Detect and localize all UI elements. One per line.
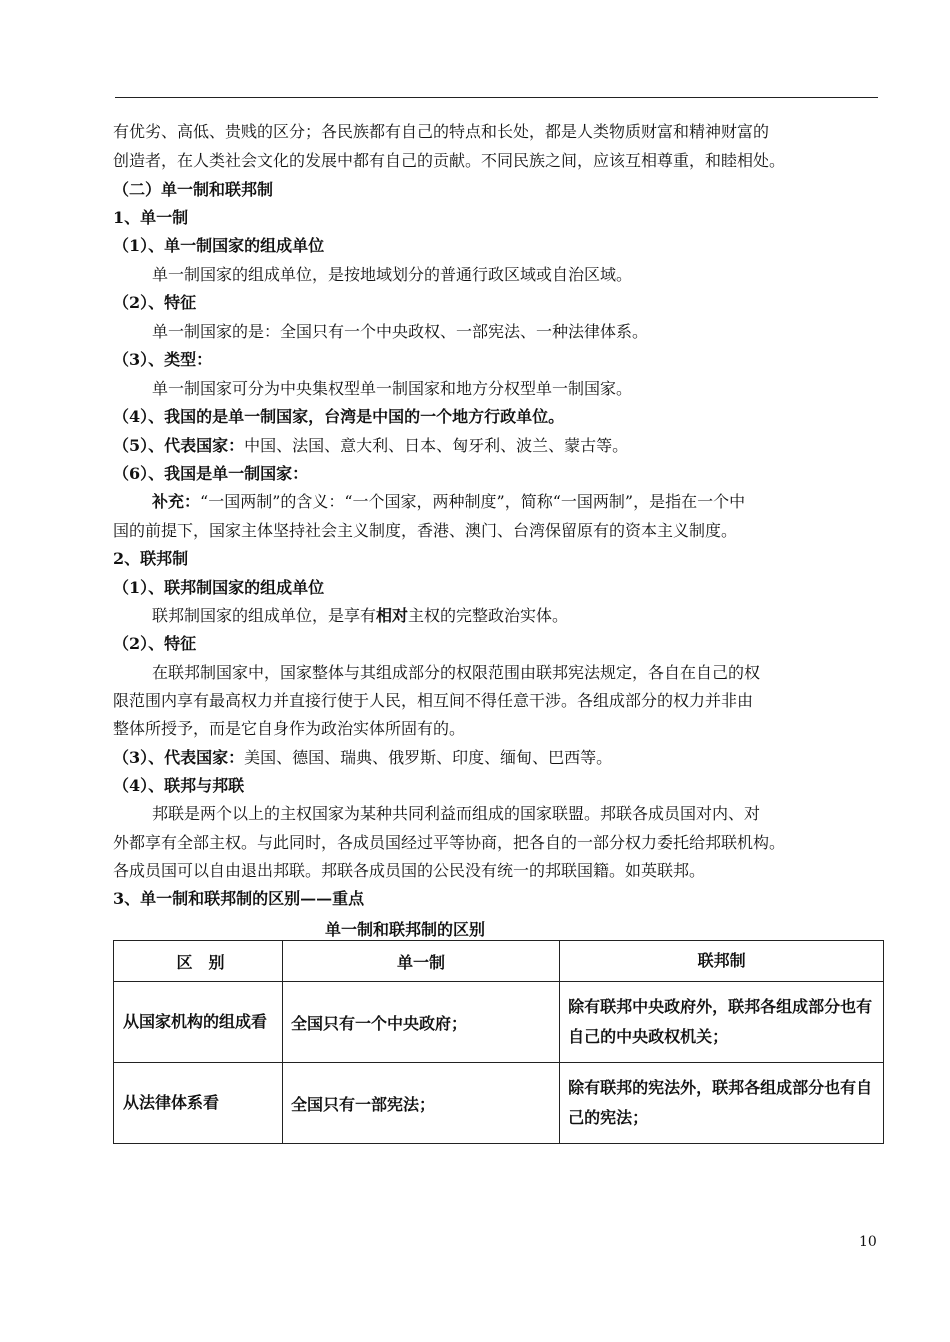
table-row xyxy=(114,1063,884,1144)
paragraph-line: 单一制国家可分为中央集权型单一制国家和地方分权型单一制国家。 xyxy=(152,379,633,398)
emphasis: 相对 xyxy=(376,606,409,625)
subsection-line xyxy=(113,748,612,768)
paragraph-line: 外都享有全部主权。与此同时，各成员国经过平等协商，把各自的一部分权力委托给邦联机构。 xyxy=(113,833,786,852)
table-header-cell: 联邦制 xyxy=(560,941,884,982)
paragraph-line: 单一制国家的是：全国只有一个中央政权、一部宪法、一种法律体系。 xyxy=(152,322,649,341)
table-header-row xyxy=(114,941,884,982)
subsection-heading: （3）、类型： xyxy=(113,350,213,369)
table-title: 单一制和联邦制的区别 xyxy=(325,920,486,939)
paragraph-line: 限范围内享有最高权力并直接行使于人民，相互间不得任意干涉。各组成部分的权力并非由 xyxy=(113,691,754,710)
subsection-heading: （4）、联邦与邦联 xyxy=(113,776,245,795)
subsection-line xyxy=(113,436,628,456)
label-bold: （5）、代表国家： xyxy=(113,436,245,455)
table-cell: 从法律体系看 xyxy=(114,1063,283,1144)
section-heading: （二）单一制和联邦制 xyxy=(113,180,274,199)
table-cell: 除有联邦的宪法外，联邦各组成部分也有自己的宪法； xyxy=(560,1063,884,1144)
subsection-heading: （4）、我国的是单一制国家，台湾是中国的一个地方行政单位。 xyxy=(113,407,565,426)
subsection-heading: （1）、单一制国家的组成单位 xyxy=(113,236,325,255)
paragraph-line: 各成员国可以自由退出邦联。邦联各成员国的公民没有统一的邦联国籍。如英联邦。 xyxy=(113,861,706,880)
table-header-cell: 单一制 xyxy=(282,941,559,982)
label-text: 中国、法国、意大利、日本、匈牙利、波兰、蒙古等。 xyxy=(244,436,629,455)
section-heading: 3、单一制和联邦制的区别——重点 xyxy=(113,889,365,908)
subsection-heading: （2）、特征 xyxy=(113,293,197,312)
table-cell: 从国家机构的组成看 xyxy=(114,982,283,1063)
subsection-heading: （2）、特征 xyxy=(113,634,197,653)
comparison-table xyxy=(113,940,884,1144)
paragraph-line: 联邦制国家的组成单位，是享有相对主权的完整政治实体。 xyxy=(152,606,569,625)
table-cell: 全国只有一个中央政府； xyxy=(282,982,559,1063)
paragraph-line: 整体所授予，而是它自身作为政治实体所固有的。 xyxy=(113,719,466,738)
table-row xyxy=(114,982,884,1063)
paragraph-line: 邦联是两个以上的主权国家为某种共同利益而组成的国家联盟。邦联各成员国对内、对 xyxy=(152,804,761,823)
paragraph-line: 有优劣、高低、贵贱的区分；各民族都有自己的特点和长处，都是人类物质财富和精神财富的 xyxy=(113,122,770,141)
table-cell: 全国只有一部宪法； xyxy=(282,1063,559,1144)
subsection-heading: （6）、我国是单一制国家： xyxy=(113,464,309,483)
paragraph-line: 创造者，在人类社会文化的发展中都有自己的贡献。不同民族之间，应该互相尊重，和睦相处。 xyxy=(113,151,786,170)
section-heading: 2、联邦制 xyxy=(113,549,189,568)
paragraph-line: 国的前提下，国家主体坚持社会主义制度，香港、澳门、台湾保留原有的资本主义制度。 xyxy=(113,521,738,540)
supplement-label: 补充： xyxy=(152,492,201,511)
label-bold: （3）、代表国家： xyxy=(113,748,245,767)
supplement-text: “一国两制”的含义：“一个国家，两种制度”，简称“一国两制”，是指在一个中 xyxy=(200,492,746,511)
table-header-cell: 区 别 xyxy=(114,941,283,982)
label-text: 美国、德国、瑞典、俄罗斯、印度、缅甸、巴西等。 xyxy=(244,748,613,767)
supplement-line xyxy=(152,492,745,512)
subsection-heading: （1）、联邦制国家的组成单位 xyxy=(113,578,325,597)
page-number: 10 xyxy=(859,1234,877,1250)
header-rule xyxy=(115,97,878,98)
table-cell: 除有联邦中央政府外，联邦各组成部分也有自己的中央政权机关； xyxy=(560,982,884,1063)
section-heading: 1、单一制 xyxy=(113,208,189,227)
paragraph-line: 单一制国家的组成单位，是按地域划分的普通行政区域或自治区域。 xyxy=(152,265,633,284)
paragraph-line: 在联邦制国家中，国家整体与其组成部分的权限范围由联邦宪法规定，各自在自己的权 xyxy=(152,663,761,682)
